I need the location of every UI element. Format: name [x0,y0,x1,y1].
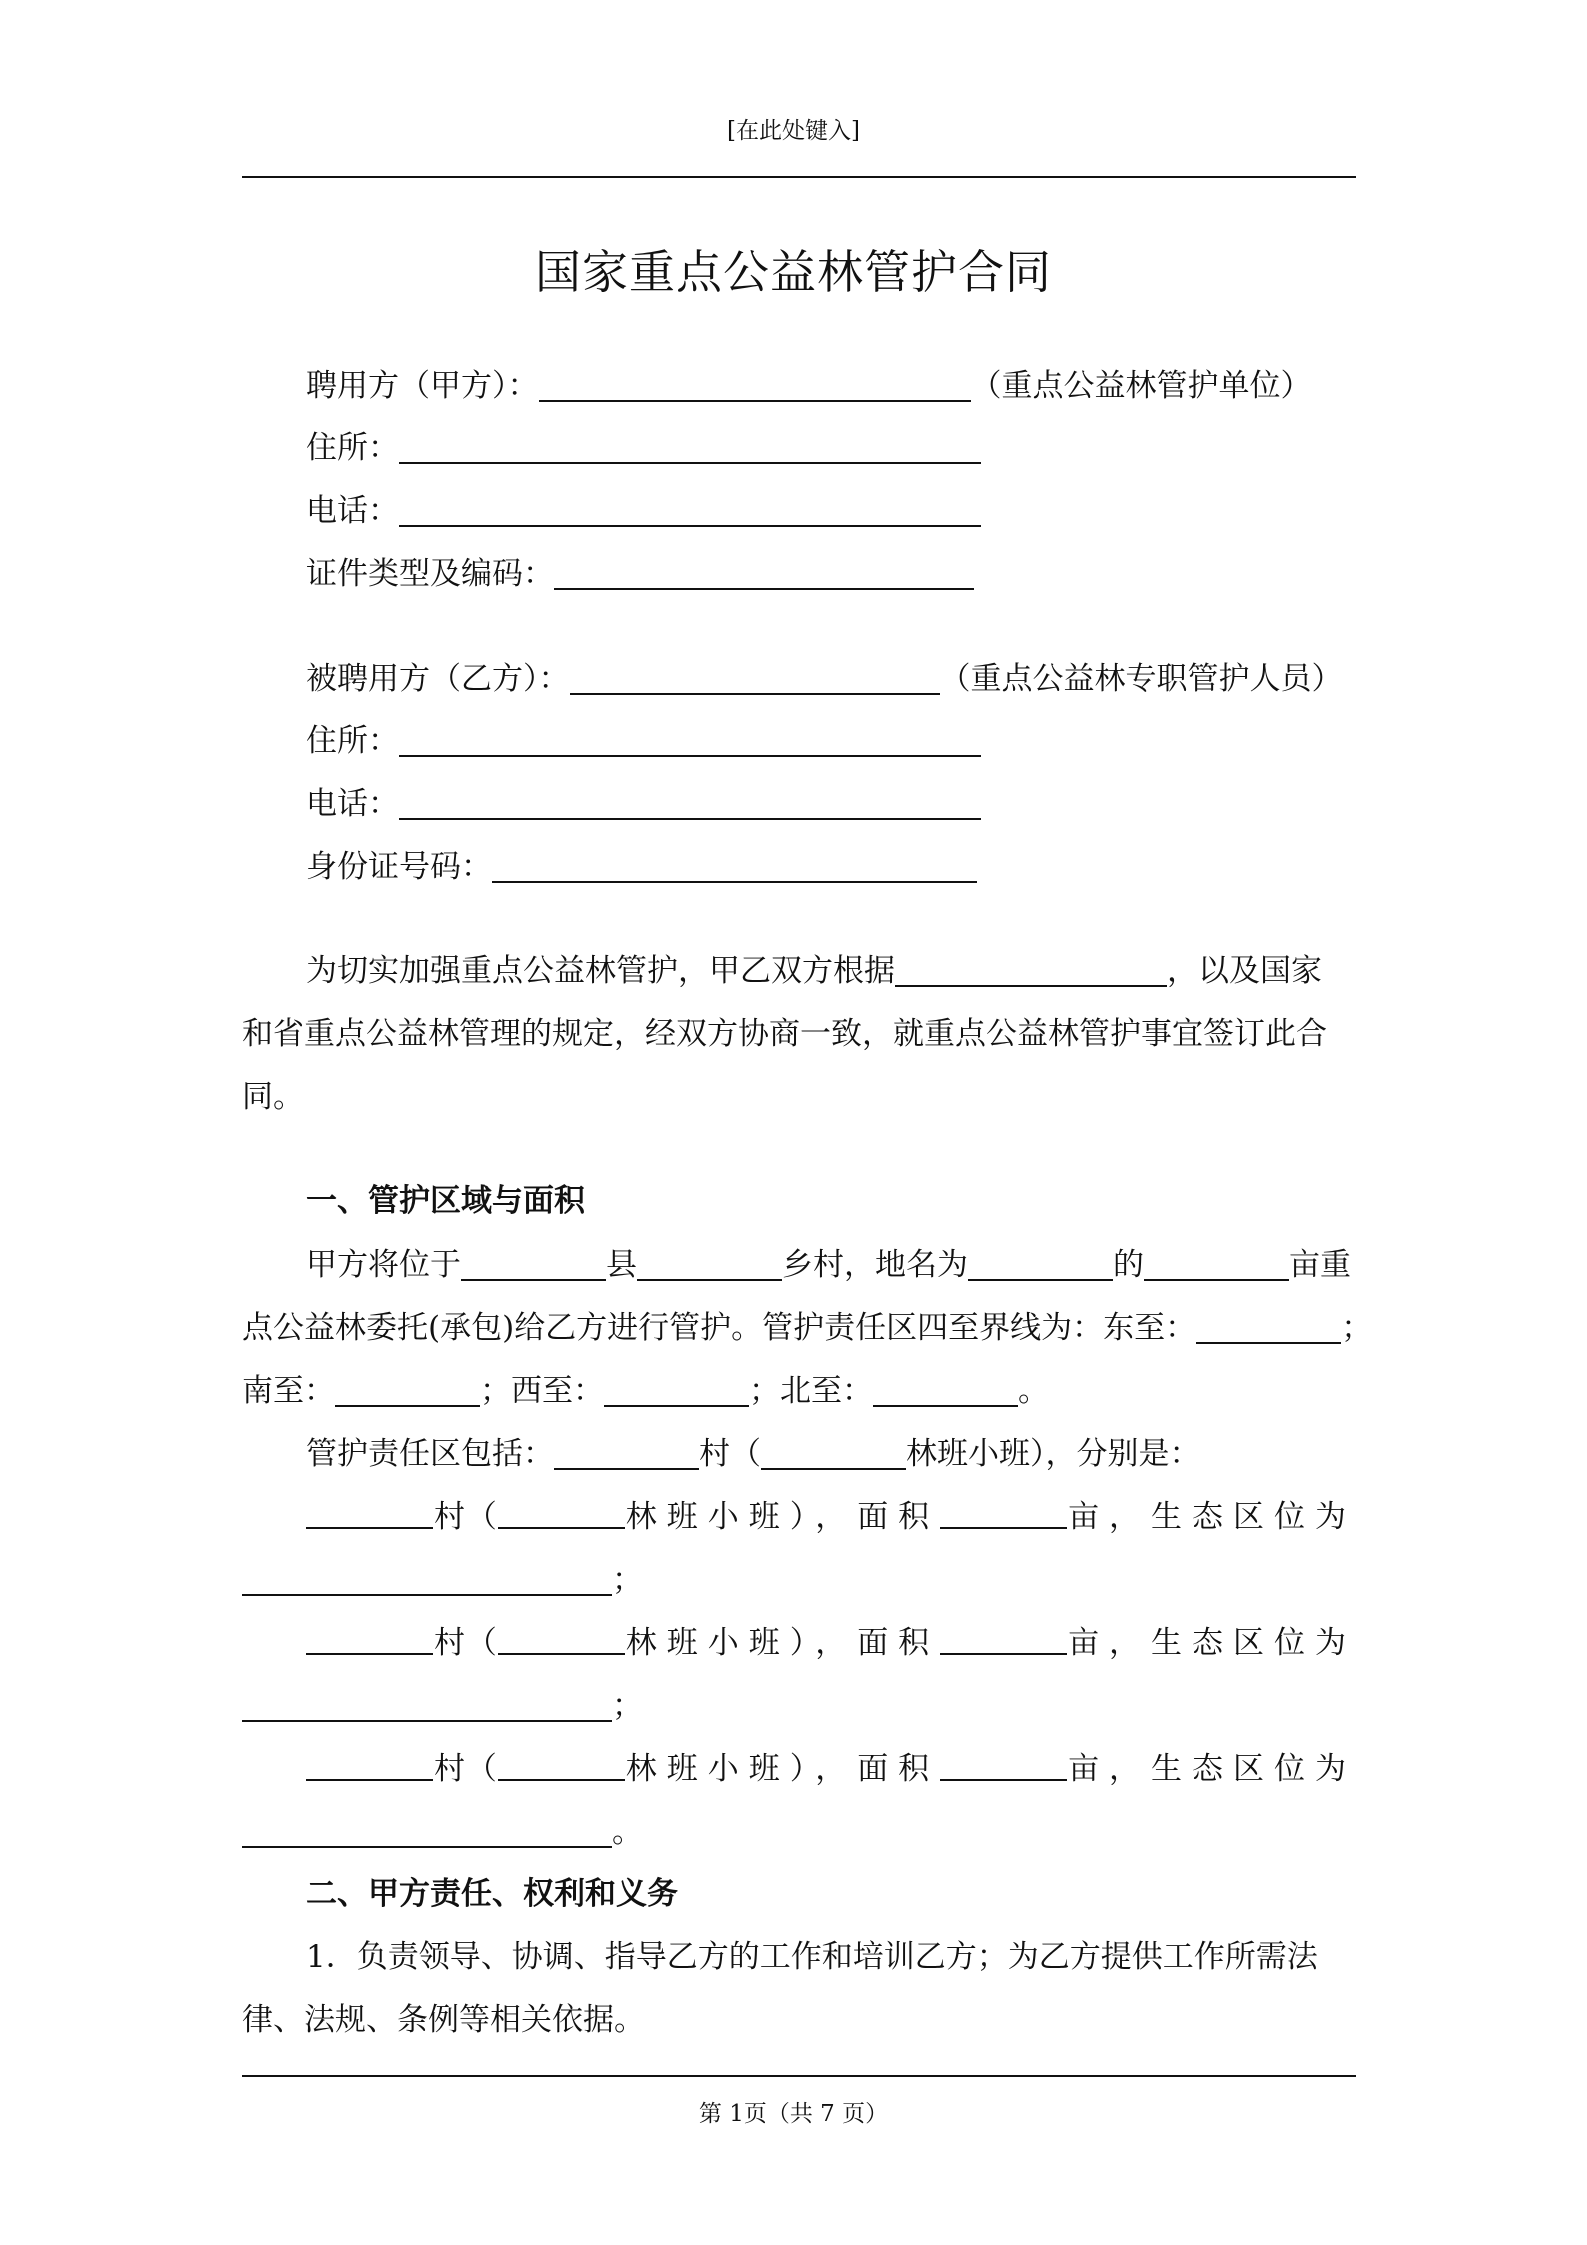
s1-text: （ [465,1751,497,1787]
party-b-line [306,659,1343,699]
party-b-name-blank[interactable] [570,663,940,695]
party-b-id-line [306,847,977,887]
party-a-id-label: 证件类型及编码： [306,556,554,592]
s1-text: 村 [433,1499,465,1535]
township-blank[interactable] [637,1249,782,1281]
s1-text: ； [1341,1310,1373,1346]
party-b-phone-label: 电话： [306,786,399,822]
s1-text: 村 [433,1625,465,1661]
eco-location-line-3 [242,1812,643,1852]
eco-location-blank[interactable] [242,1690,612,1722]
header-placeholder[interactable]: [在此处键入] [727,118,860,144]
preamble-text-a: 为切实加强重点公益林管护，甲乙双方根据 [306,953,895,989]
s1-text: 。 [1018,1373,1049,1409]
s1-text: 亩， [1068,1625,1151,1661]
area-blank[interactable] [940,1749,1067,1781]
preamble-text-b: ，以及国家 [1167,953,1322,989]
party-a-address-line [306,428,981,468]
party-a-line [306,366,1312,406]
page-number: 第 1页（共 7 页） [698,2101,889,2127]
s1-text: （ [465,1499,497,1535]
s1-text: 县 [606,1247,637,1283]
s1-text: （ [465,1625,497,1661]
s1-text: 林班小班）， [625,1499,857,1535]
party-a-phone-blank[interactable] [399,495,981,527]
party-b-id-blank[interactable] [492,851,977,883]
section-2-heading: 二、甲方责任、权利和义务 [306,1876,678,1912]
document-title: 国家重点公益林管护合同 [535,245,1052,299]
basis-blank[interactable] [895,955,1167,987]
forest-class-blank[interactable] [498,1749,625,1781]
party-a-phone-label: 电话： [306,493,399,529]
section-1-line-1 [306,1245,1351,1285]
county-blank[interactable] [461,1249,606,1281]
section-1-line-2 [242,1308,1372,1348]
s1-text: 管护责任区包括： [306,1436,554,1472]
party-b-address-label: 住所： [306,723,399,759]
preamble-line-1 [306,951,1322,991]
party-b-address-line [306,721,981,761]
area-blank[interactable] [940,1623,1067,1655]
s1-text: 乡村，地名为 [782,1247,968,1283]
s1-text: 南至： [242,1373,335,1409]
village-count-blank[interactable] [554,1438,699,1470]
eco-location-blank[interactable] [242,1816,612,1848]
footer-rule [242,2075,1356,2077]
place-name-blank[interactable] [968,1249,1113,1281]
s1-text: ； [612,1562,643,1598]
s1-text: 亩， [1068,1499,1151,1535]
s1-text: ；西至： [480,1373,604,1409]
s1-text: 生态区位为 [1151,1499,1356,1535]
forest-class-blank[interactable] [498,1623,625,1655]
party-b-address-blank[interactable] [399,725,981,757]
section-1-line-4 [306,1434,1201,1474]
party-b-phone-line [306,784,981,824]
eco-location-line-2 [242,1686,643,1726]
preamble-line-3: 同。 [242,1079,304,1115]
s1-text: 林班小班）， [625,1625,857,1661]
s1-text: 甲方将位于 [306,1247,461,1283]
eco-location-blank[interactable] [242,1564,612,1596]
s1-text: 面积 [857,1499,940,1535]
forest-class-blank[interactable] [498,1497,625,1529]
s1-text: 村（ [699,1436,761,1472]
s1-text: 林班小班）， [625,1751,857,1787]
section-2-item-1-line-1: 1．负责领导、协调、指导乙方的工作和培训乙方；为乙方提供工作所需法 [306,1939,1318,1975]
village-entry-1 [306,1497,1356,1537]
party-a-id-line [306,554,974,594]
s1-text: ；北至： [749,1373,873,1409]
party-a-id-blank[interactable] [554,558,974,590]
party-a-label: 聘用方（甲方）： [306,368,539,404]
s1-text: ； [612,1688,643,1724]
party-a-address-label: 住所： [306,430,399,466]
village-entry-3 [306,1749,1356,1789]
section-2-item-1-line-2: 律、法规、条例等相关依据。 [242,2002,645,2038]
area-blank[interactable] [940,1497,1067,1529]
s1-text: 亩， [1068,1751,1151,1787]
s1-text: 面积 [857,1625,940,1661]
s1-text: 的 [1113,1247,1144,1283]
party-b-note: （重点公益林专职管护人员） [939,661,1343,697]
party-a-name-blank[interactable] [539,370,971,402]
village-name-blank[interactable] [306,1623,433,1655]
s1-text: 面积 [857,1751,940,1787]
section-1-line-3 [242,1371,1049,1411]
north-boundary-blank[interactable] [873,1375,1018,1407]
section-1-heading: 一、管护区域与面积 [306,1183,585,1219]
party-b-phone-blank[interactable] [399,788,981,820]
party-b-label: 被聘用方（乙方）： [306,661,570,697]
s1-text: 点公益林委托(承包)给乙方进行管护。管护责任区四至界线为：东至： [242,1310,1197,1346]
party-b-id-label: 身份证号码： [306,849,492,885]
s1-text: 林班小班），分别是： [906,1436,1201,1472]
s1-text: 亩重 [1289,1247,1351,1283]
forest-class-count-blank[interactable] [761,1438,906,1470]
village-name-blank[interactable] [306,1749,433,1781]
s1-text: 村 [433,1751,465,1787]
s1-text: 生态区位为 [1151,1751,1356,1787]
party-a-phone-line [306,491,981,531]
preamble-line-2: 和省重点公益林管理的规定，经双方协商一致，就重点公益林管护事宜签订此合 [242,1016,1327,1052]
eco-location-line-1 [242,1560,643,1600]
s1-text: 生态区位为 [1151,1625,1356,1661]
west-boundary-blank[interactable] [604,1375,749,1407]
total-area-blank[interactable] [1144,1249,1289,1281]
south-boundary-blank[interactable] [335,1375,480,1407]
party-a-address-blank[interactable] [399,432,981,464]
village-name-blank[interactable] [306,1497,433,1529]
east-boundary-blank[interactable] [1196,1312,1341,1344]
s1-text: 。 [612,1814,643,1850]
party-a-note: （重点公益林管护单位） [970,368,1312,404]
header-rule [242,176,1356,178]
village-entry-2 [306,1623,1356,1663]
